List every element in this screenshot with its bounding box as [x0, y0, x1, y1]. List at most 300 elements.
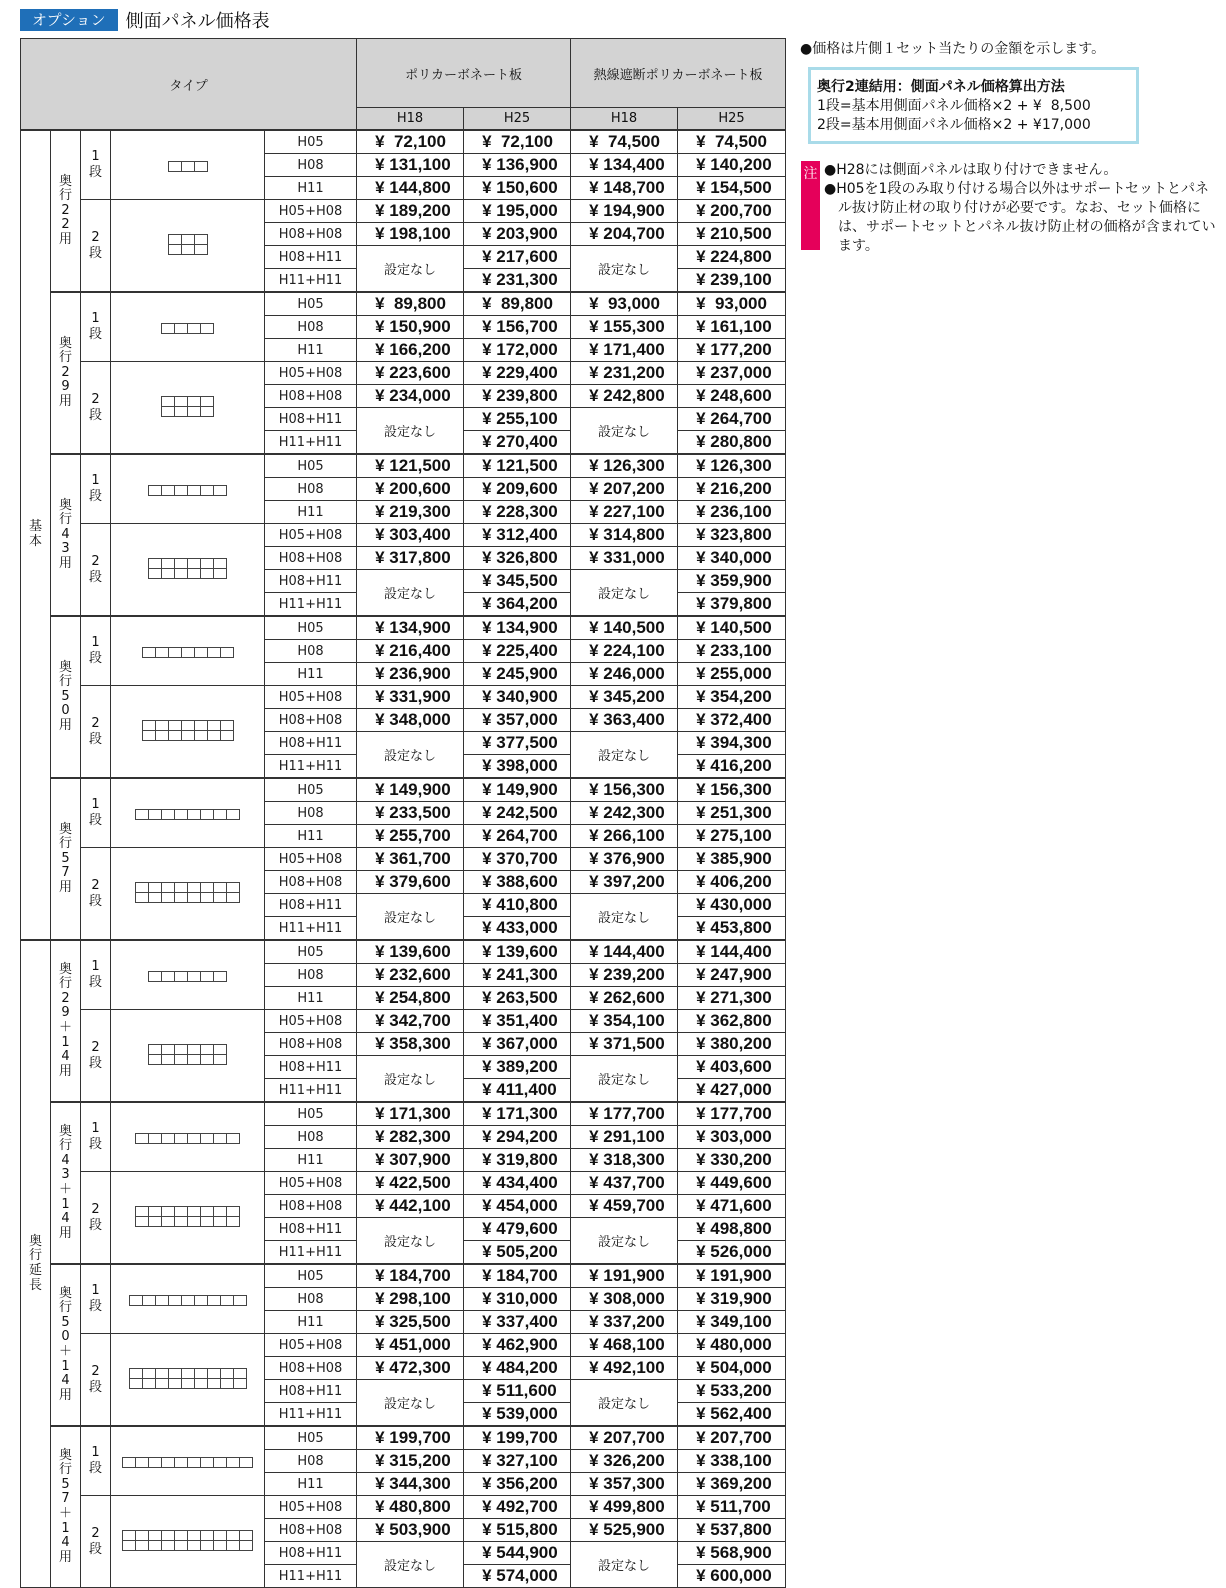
- vertical-char: 1: [91, 311, 100, 327]
- vertical-char: 2: [91, 715, 100, 731]
- vertical-char: 奥: [58, 335, 72, 351]
- price-cell: ¥ 362,800: [678, 1010, 786, 1033]
- price-cell: ¥ 369,200: [678, 1473, 786, 1496]
- vertical-char: 7: [61, 865, 70, 881]
- price-cell: ¥ 498,800: [678, 1218, 786, 1241]
- price-cell: ¥ 144,400: [678, 940, 786, 964]
- vertical-char: 2: [91, 1363, 100, 1379]
- price-cell: ¥ 171,400: [571, 339, 678, 362]
- table-row: [21, 524, 786, 547]
- vertical-char: 9: [61, 379, 70, 395]
- price-cell: ¥ 231,200: [571, 362, 678, 385]
- price-cell: ¥ 434,400: [464, 1172, 571, 1195]
- price-cell: ¥ 433,000: [464, 917, 571, 941]
- panel-diagram: [111, 848, 265, 941]
- price-cell: ¥ 247,900: [678, 964, 786, 987]
- price-cell: ¥ 499,800: [571, 1496, 678, 1519]
- vertical-char: 3: [61, 1167, 70, 1183]
- height-label: H11+H11: [265, 1565, 357, 1588]
- price-cell: ¥ 449,600: [678, 1172, 786, 1195]
- vertical-char: 行: [58, 1138, 72, 1154]
- vertical-char: 2: [91, 877, 100, 893]
- vertical-char: 2: [91, 553, 100, 569]
- vertical-char: 基: [28, 519, 42, 535]
- vertical-char: 段: [88, 489, 102, 504]
- price-cell: ¥ 307,900: [357, 1149, 464, 1172]
- vertical-char: 1: [91, 797, 100, 813]
- price-cell: ¥ 326,200: [571, 1450, 678, 1473]
- price-cell: ¥ 156,300: [571, 778, 678, 802]
- vertical-char: 1: [91, 473, 100, 489]
- price-cell: ¥ 314,800: [571, 524, 678, 547]
- table-row: [21, 848, 786, 871]
- price-cell: ¥ 533,200: [678, 1380, 786, 1403]
- double-tier-panel-diagram: [148, 558, 227, 579]
- height-label: H08+H08: [265, 1519, 357, 1542]
- price-cell: ¥ 263,500: [464, 987, 571, 1010]
- price-cell: ¥ 451,000: [357, 1334, 464, 1357]
- price-cell: ¥ 254,800: [357, 987, 464, 1010]
- height-label: H05: [265, 778, 357, 802]
- vertical-char: 1: [61, 1520, 70, 1536]
- price-cell: ¥ 422,500: [357, 1172, 464, 1195]
- height-label: H08+H11: [265, 1218, 357, 1241]
- vertical-char: 行: [58, 976, 72, 992]
- price-cell: ¥ 574,000: [464, 1565, 571, 1588]
- price-cell: ¥ 372,400: [678, 709, 786, 732]
- height-label: H05+H08: [265, 362, 357, 385]
- vertical-char: ＋: [58, 1020, 72, 1035]
- price-cell: ¥ 526,000: [678, 1241, 786, 1265]
- vertical-char: 9: [61, 1005, 70, 1021]
- price-cell: ¥ 337,200: [571, 1311, 678, 1334]
- price-cell: ¥ 264,700: [678, 408, 786, 431]
- price-cell: ¥ 411,400: [464, 1079, 571, 1103]
- price-cell: ¥ 155,300: [571, 316, 678, 339]
- panel-diagram: [111, 1334, 265, 1427]
- vertical-char: 用: [58, 393, 72, 409]
- no-setting-label: 設定なし: [357, 1218, 464, 1265]
- no-setting-label: 設定なし: [571, 1056, 678, 1103]
- price-table-wrapper: [20, 38, 786, 1588]
- depth-label: [51, 778, 81, 940]
- single-tier-panel-diagram: [135, 809, 240, 820]
- vertical-char: 7: [61, 1491, 70, 1507]
- height-label: H05: [265, 1426, 357, 1450]
- single-tier-panel-diagram: [168, 161, 208, 172]
- price-cell: ¥ 427,000: [678, 1079, 786, 1103]
- height-label: H05+H08: [265, 1010, 357, 1033]
- table-row: [21, 1172, 786, 1195]
- vertical-char: 段: [88, 245, 102, 261]
- price-cell: ¥ 358,300: [357, 1033, 464, 1056]
- table-row: [21, 1334, 786, 1357]
- price-cell: ¥ 200,700: [678, 200, 786, 223]
- vertical-char: 行: [28, 1248, 42, 1264]
- height-label: H05: [265, 130, 357, 154]
- height-label: H08+H08: [265, 1357, 357, 1380]
- price-cell: ¥ 342,700: [357, 1010, 464, 1033]
- table-row: [21, 362, 786, 385]
- height-label: H11+H11: [265, 1241, 357, 1265]
- no-setting-label: 設定なし: [357, 732, 464, 779]
- tier-label: [81, 130, 111, 200]
- vertical-char: 4: [61, 1152, 70, 1168]
- price-cell: ¥ 315,200: [357, 1450, 464, 1473]
- vertical-char: 1: [61, 1196, 70, 1212]
- price-cell: ¥ 184,700: [464, 1264, 571, 1288]
- price-cell: ¥ 232,600: [357, 964, 464, 987]
- single-tier-panel-diagram: [148, 971, 227, 982]
- table-row: [21, 1496, 786, 1519]
- price-cell: ¥ 89,800: [464, 292, 571, 316]
- vertical-char: 行: [58, 188, 72, 204]
- price-cell: ¥ 255,000: [678, 663, 786, 686]
- sub-header: H25: [464, 108, 571, 131]
- price-cell: ¥ 224,800: [678, 246, 786, 269]
- price-table: [20, 38, 786, 1588]
- price-cell: ¥ 262,600: [571, 987, 678, 1010]
- tier-label: [81, 292, 111, 362]
- height-label: H11: [265, 177, 357, 200]
- vertical-char: 用: [58, 879, 72, 895]
- price-cell: ¥ 340,900: [464, 686, 571, 709]
- price-cell: ¥ 351,400: [464, 1010, 571, 1033]
- vertical-char: 行: [58, 350, 72, 366]
- panel-diagram: [111, 1496, 265, 1588]
- height-label: H11: [265, 987, 357, 1010]
- price-cell: ¥ 74,500: [678, 130, 786, 154]
- price-cell: ¥ 337,400: [464, 1311, 571, 1334]
- price-cell: ¥ 177,700: [678, 1102, 786, 1126]
- height-label: H11: [265, 501, 357, 524]
- price-cell: ¥ 228,300: [464, 501, 571, 524]
- height-label: H05: [265, 940, 357, 964]
- vertical-char: 用: [58, 717, 72, 733]
- no-setting-label: 設定なし: [571, 570, 678, 617]
- double-tier-panel-diagram: [168, 234, 208, 255]
- height-label: H08+H08: [265, 547, 357, 570]
- height-label: H08+H11: [265, 246, 357, 269]
- height-label: H08: [265, 316, 357, 339]
- vertical-char: 1: [91, 1121, 100, 1137]
- no-setting-label: 設定なし: [571, 894, 678, 941]
- vertical-char: 行: [58, 512, 72, 528]
- price-cell: ¥ 377,500: [464, 732, 571, 755]
- price-cell: ¥ 325,500: [357, 1311, 464, 1334]
- vertical-char: 1: [61, 1034, 70, 1050]
- price-cell: ¥ 236,100: [678, 501, 786, 524]
- vertical-char: 延: [28, 1263, 42, 1278]
- price-cell: ¥ 503,900: [357, 1519, 464, 1542]
- price-cell: ¥ 354,100: [571, 1010, 678, 1033]
- vertical-char: 段: [88, 165, 102, 180]
- price-cell: ¥ 209,600: [464, 478, 571, 501]
- vertical-char: 段: [88, 1137, 102, 1152]
- price-cell: ¥ 93,000: [678, 292, 786, 316]
- vertical-char: 2: [91, 1039, 100, 1055]
- table-row: [21, 686, 786, 709]
- vertical-char: 段: [88, 1541, 102, 1557]
- tier-label: [81, 524, 111, 617]
- height-label: H08+H08: [265, 871, 357, 894]
- height-label: H08+H11: [265, 408, 357, 431]
- price-cell: ¥ 442,100: [357, 1195, 464, 1218]
- price-cell: ¥ 264,700: [464, 825, 571, 848]
- price-cell: ¥ 537,800: [678, 1519, 786, 1542]
- price-cell: ¥ 275,100: [678, 825, 786, 848]
- single-tier-panel-diagram: [135, 1133, 240, 1144]
- vertical-char: 奥: [58, 961, 72, 977]
- price-cell: ¥ 234,000: [357, 385, 464, 408]
- price-cell: ¥ 136,900: [464, 154, 571, 177]
- price-cell: ¥ 568,900: [678, 1542, 786, 1565]
- panel-diagram: [111, 940, 265, 1010]
- price-cell: ¥ 472,300: [357, 1357, 464, 1380]
- price-cell: ¥ 172,000: [464, 339, 571, 362]
- price-cell: ¥ 504,000: [678, 1357, 786, 1380]
- price-cell: ¥ 216,200: [678, 478, 786, 501]
- vertical-char: 段: [88, 975, 102, 990]
- price-cell: ¥ 345,200: [571, 686, 678, 709]
- tier-label: [81, 1010, 111, 1103]
- price-cell: ¥ 354,200: [678, 686, 786, 709]
- price-cell: ¥ 242,300: [571, 802, 678, 825]
- vertical-char: 4: [61, 1049, 70, 1065]
- vertical-char: 行: [58, 836, 72, 852]
- price-cell: ¥ 131,100: [357, 154, 464, 177]
- tier-label: [81, 686, 111, 779]
- sub-header: H18: [571, 108, 678, 131]
- single-tier-panel-diagram: [142, 647, 234, 658]
- tier-label: [81, 848, 111, 941]
- price-cell: ¥ 345,500: [464, 570, 571, 593]
- price-cell: ¥ 338,100: [678, 1450, 786, 1473]
- height-label: H08+H08: [265, 385, 357, 408]
- price-cell: ¥ 410,800: [464, 894, 571, 917]
- price-cell: ¥ 505,200: [464, 1241, 571, 1265]
- vertical-char: 1: [91, 959, 100, 975]
- height-label: H11+H11: [265, 917, 357, 941]
- table-row: [21, 200, 786, 223]
- vertical-char: 0: [61, 703, 70, 719]
- vertical-char: 奥: [58, 659, 72, 675]
- height-label: H08+H08: [265, 223, 357, 246]
- price-cell: ¥ 303,000: [678, 1126, 786, 1149]
- height-label: H08+H08: [265, 1195, 357, 1218]
- price-cell: ¥ 370,700: [464, 848, 571, 871]
- depth-label: [51, 940, 81, 1102]
- price-cell: ¥ 492,700: [464, 1496, 571, 1519]
- height-label: H08+H11: [265, 894, 357, 917]
- height-label: H05+H08: [265, 686, 357, 709]
- single-tier-panel-diagram: [161, 323, 214, 334]
- tier-label: [81, 940, 111, 1010]
- price-cell: ¥ 207,700: [678, 1426, 786, 1450]
- price-cell: ¥ 255,100: [464, 408, 571, 431]
- price-cell: ¥ 319,900: [678, 1288, 786, 1311]
- price-cell: ¥ 270,400: [464, 431, 571, 455]
- tier-label: [81, 200, 111, 293]
- price-cell: ¥ 236,900: [357, 663, 464, 686]
- price-cell: ¥ 177,200: [678, 339, 786, 362]
- height-label: H05+H08: [265, 524, 357, 547]
- vertical-char: 段: [88, 327, 102, 342]
- price-cell: ¥ 216,400: [357, 640, 464, 663]
- height-label: H08: [265, 1288, 357, 1311]
- tier-label: [81, 362, 111, 455]
- price-cell: ¥ 126,300: [678, 454, 786, 478]
- vertical-char: 5: [61, 1314, 70, 1330]
- price-cell: ¥ 171,300: [464, 1102, 571, 1126]
- price-cell: ¥ 344,300: [357, 1473, 464, 1496]
- no-setting-label: 設定なし: [357, 894, 464, 941]
- price-cell: ¥ 280,800: [678, 431, 786, 455]
- vertical-char: 1: [91, 1445, 100, 1461]
- price-cell: ¥ 416,200: [678, 755, 786, 779]
- height-label: H05: [265, 1264, 357, 1288]
- height-label: H11: [265, 339, 357, 362]
- price-cell: ¥ 148,700: [571, 177, 678, 200]
- table-row: [21, 616, 786, 640]
- height-label: H08: [265, 1450, 357, 1473]
- vertical-char: 長: [28, 1277, 42, 1293]
- vertical-char: 奥: [28, 1233, 42, 1249]
- no-setting-label: 設定なし: [571, 1542, 678, 1588]
- price-cell: ¥ 140,200: [678, 154, 786, 177]
- tier-label: [81, 778, 111, 848]
- panel-diagram: [111, 130, 265, 200]
- price-cell: ¥ 379,600: [357, 871, 464, 894]
- height-label: H08+H11: [265, 1056, 357, 1079]
- vertical-char: 段: [88, 731, 102, 747]
- height-label: H08: [265, 640, 357, 663]
- price-cell: ¥ 379,800: [678, 593, 786, 617]
- no-setting-label: 設定なし: [571, 408, 678, 455]
- price-cell: ¥ 166,200: [357, 339, 464, 362]
- vertical-char: 4: [61, 526, 70, 542]
- material-header-heat-shield: 熱線遮断ポリカーボネート板: [571, 39, 786, 108]
- price-cell: ¥ 468,100: [571, 1334, 678, 1357]
- vertical-char: 用: [58, 1387, 72, 1403]
- panel-diagram: [111, 1264, 265, 1334]
- vertical-char: 3: [61, 541, 70, 557]
- price-cell: ¥ 251,300: [678, 802, 786, 825]
- depth-label: [51, 292, 81, 454]
- price-cell: ¥ 72,100: [464, 130, 571, 154]
- no-setting-label: 設定なし: [357, 1380, 464, 1427]
- price-cell: ¥ 199,700: [357, 1426, 464, 1450]
- price-cell: ¥ 363,400: [571, 709, 678, 732]
- height-label: H11+H11: [265, 431, 357, 455]
- vertical-char: 段: [88, 1461, 102, 1476]
- price-cell: ¥ 308,000: [571, 1288, 678, 1311]
- price-cell: ¥ 271,300: [678, 987, 786, 1010]
- price-cell: ¥ 388,600: [464, 871, 571, 894]
- vertical-char: 段: [88, 651, 102, 666]
- vertical-char: ＋: [58, 1182, 72, 1197]
- price-cell: ¥ 171,300: [357, 1102, 464, 1126]
- price-cell: ¥ 454,000: [464, 1195, 571, 1218]
- no-setting-label: 設定なし: [357, 246, 464, 293]
- note-item: ●H05を1段のみ取り付ける場合以外はサポートセットとパネル抜け防止材の取り付けが必要です。なお、セット価格には、サポートセットとパネル抜け防止材の価格が含まれています。: [824, 181, 1216, 254]
- price-cell: ¥ 239,200: [571, 964, 678, 987]
- vertical-char: 4: [61, 1535, 70, 1551]
- price-cell: ¥ 139,600: [357, 940, 464, 964]
- height-label: H11: [265, 1473, 357, 1496]
- double-tier-panel-diagram: [135, 882, 240, 903]
- note-mark-badge: 注: [801, 161, 820, 250]
- vertical-char: 奥: [58, 821, 72, 837]
- price-cell: ¥ 367,000: [464, 1033, 571, 1056]
- table-row: [21, 778, 786, 802]
- height-label: H08: [265, 154, 357, 177]
- price-cell: ¥ 326,800: [464, 547, 571, 570]
- price-cell: ¥ 294,200: [464, 1126, 571, 1149]
- double-tier-panel-diagram: [161, 396, 214, 417]
- price-cell: ¥ 134,400: [571, 154, 678, 177]
- height-label: H05: [265, 292, 357, 316]
- table-row: [21, 940, 786, 964]
- price-cell: ¥ 282,300: [357, 1126, 464, 1149]
- note-list: [824, 161, 1216, 256]
- price-cell: ¥ 303,400: [357, 524, 464, 547]
- price-cell: ¥ 134,900: [357, 616, 464, 640]
- height-label: H08: [265, 802, 357, 825]
- price-cell: ¥ 207,700: [571, 1426, 678, 1450]
- vertical-char: 段: [88, 1379, 102, 1395]
- panel-diagram: [111, 524, 265, 617]
- height-label: H08+H08: [265, 1033, 357, 1056]
- price-cell: ¥ 330,200: [678, 1149, 786, 1172]
- price-cell: ¥ 385,900: [678, 848, 786, 871]
- no-setting-label: 設定なし: [357, 408, 464, 455]
- price-cell: ¥ 227,100: [571, 501, 678, 524]
- vertical-char: 段: [88, 1299, 102, 1314]
- price-cell: ¥ 74,500: [571, 130, 678, 154]
- double-tier-panel-diagram: [148, 1044, 227, 1065]
- tier-label: [81, 616, 111, 686]
- price-cell: ¥ 359,900: [678, 570, 786, 593]
- price-cell: ¥ 397,200: [571, 871, 678, 894]
- price-cell: ¥ 319,800: [464, 1149, 571, 1172]
- price-cell: ¥ 177,700: [571, 1102, 678, 1126]
- vertical-char: 段: [88, 1217, 102, 1233]
- height-label: H08+H11: [265, 1542, 357, 1565]
- tier-label: [81, 1264, 111, 1334]
- table-row: [21, 1010, 786, 1033]
- price-cell: ¥ 219,300: [357, 501, 464, 524]
- price-cell: ¥ 224,100: [571, 640, 678, 663]
- price-cell: ¥ 241,300: [464, 964, 571, 987]
- price-cell: ¥ 480,800: [357, 1496, 464, 1519]
- vertical-char: 4: [61, 1211, 70, 1227]
- price-cell: ¥ 317,800: [357, 547, 464, 570]
- price-cell: ¥ 357,000: [464, 709, 571, 732]
- price-cell: ¥ 200,600: [357, 478, 464, 501]
- price-cell: ¥ 150,900: [357, 316, 464, 339]
- price-cell: ¥ 453,800: [678, 917, 786, 941]
- price-cell: ¥ 156,700: [464, 316, 571, 339]
- height-label: H05: [265, 1102, 357, 1126]
- vertical-char: 段: [88, 813, 102, 828]
- panel-diagram: [111, 200, 265, 293]
- vertical-char: 奥: [58, 1447, 72, 1463]
- height-label: H08: [265, 478, 357, 501]
- price-cell: ¥ 144,800: [357, 177, 464, 200]
- price-cell: ¥ 144,400: [571, 940, 678, 964]
- price-cell: ¥ 331,000: [571, 547, 678, 570]
